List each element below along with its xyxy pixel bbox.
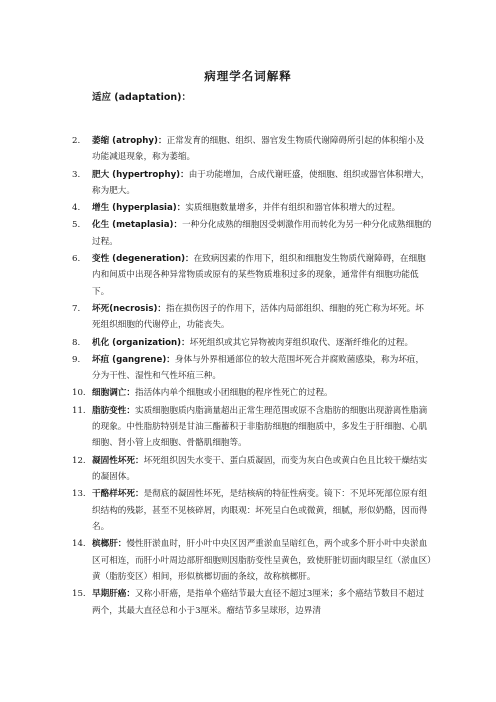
item-body [92, 217, 432, 250]
item-number: 2. [72, 136, 81, 146]
list-item [72, 385, 432, 401]
list-item [72, 200, 432, 216]
item-term: 槟榔肝： [92, 539, 127, 550]
list-item [72, 352, 432, 385]
item-body [92, 453, 432, 486]
item-number: 7. [72, 304, 81, 315]
list-item [72, 453, 432, 486]
item-definition: 一种分化成熟的细胞因受刺激作用而转化为另一种分化成熟细胞的过程。 [92, 220, 432, 247]
item-term: 增生 (hyperplasia)： [92, 203, 186, 214]
item-term: 机化 (organization)： [92, 337, 190, 348]
item-body [92, 301, 432, 334]
item-body [92, 251, 432, 300]
item-number: 9. [72, 354, 81, 365]
item-body [92, 385, 432, 401]
item-term: 早期肝癌： [92, 589, 135, 600]
item-definition: 实质细胞胞质内脂滴量超出正常生理范围或原不含脂肪的细胞出现游离性脂滴的现象。中性脂肪特别是甘油三酯蓄积于非脂肪细胞的细胞质中，多发生于肝细胞、心肌细胞、肾小管上皮细胞、骨骼肌细胞等。 [92, 405, 428, 449]
item-body [92, 486, 432, 535]
list-item [72, 403, 432, 452]
list-item [72, 335, 432, 351]
item-definition: 是彻底的凝固性坏死，是结核病的特征性病变。镜下：不见坏死部位原有组织结构的残影，甚至不见核碎屑，肉眼观：坏死呈白色或微黄，细腻，形似奶酪，因而得名。 [92, 489, 428, 533]
item-definition: 在致病因素的作用下，组织和细胞发生物质代谢障碍，在细胞内和间质中出现各种异常物质或原有的某些物质堆积过多的现象，通常伴有细胞功能低下。 [92, 254, 426, 297]
item-definition: 身体与外界相通部位的较大范围坏死合并腐败菌感染，称为坏疽，分为干性、湿性和气性坏疽三种。 [92, 354, 425, 382]
list-item [72, 486, 432, 535]
item-number: 14. [72, 539, 86, 550]
list-item [72, 536, 432, 585]
intro-term: 适应 (adaptation)： [92, 92, 191, 103]
item-body [92, 352, 432, 385]
item-body [92, 536, 432, 585]
item-definition: 坏死组织或其它异物被肉芽组织取代、逐渐纤维化的过程。 [189, 337, 414, 348]
item-term: 细胞调亡： [92, 388, 135, 399]
item-body [92, 403, 432, 452]
item-number: 5. [72, 220, 81, 231]
item-number: 15. [72, 589, 86, 600]
item-definition: 实质细胞数量增多，并伴有组织和器官体积增大的过程。 [185, 203, 401, 214]
item-body [92, 586, 432, 619]
item-number: 11. [72, 405, 86, 416]
item-term: 肥大 (hypertrophy)： [92, 169, 189, 180]
item-number: 10. [72, 388, 86, 399]
item-term: 凝固性坏死： [92, 455, 144, 466]
intro-heading [92, 89, 191, 103]
item-term: 干酪样坏死： [92, 489, 144, 500]
list-item [72, 586, 432, 619]
item-definition: 指活体内单个细胞或小团细胞的程序性死亡的过程。 [134, 388, 333, 399]
item-term: 坏死(necrosis)： [92, 304, 166, 315]
item-number: 3. [72, 169, 81, 180]
item-definition: 慢性肝淤血时，肝小叶中央区因严重淤血呈暗红色，两个或多个肝小叶中央淤血区可相连，而肝小叶周边部肝细胞则因脂肪变性呈黄色，致使肝脏切面肉眼呈红（淤血区）黄（脂肪变区）相间，形似槟榔切面的条纹，故称槟榔肝。 [92, 539, 432, 583]
item-body [92, 167, 432, 200]
item-definition: 指在损伤因子的作用下，活体内局部组织、细胞的死亡称为坏死。坏死组织细胞的代谢停止，功能丧失。 [92, 304, 424, 331]
item-term: 坏疽 (gangrene)： [92, 354, 175, 365]
item-body [92, 200, 432, 216]
item-term: 脂肪变性： [92, 405, 135, 416]
page-title: 病理学名词解释 [204, 69, 292, 83]
list-item [72, 251, 432, 300]
item-term: 变性 (degeneration)： [92, 254, 194, 265]
item-body [92, 335, 432, 351]
item-term: 化生 (metaplasia)： [92, 220, 183, 231]
item-definition: 坏死组织因失水变干、蛋白质凝固，而变为灰白色或黄白色且比较干燥结实的凝固体。 [92, 455, 428, 483]
item-term: 萎缩 (atrophy)： [92, 136, 167, 146]
list-item [72, 167, 432, 200]
item-number: 4. [72, 203, 81, 214]
item-body [92, 133, 432, 166]
item-definition: 由于功能增加，合成代谢旺盛，使细胞、组织或器官体积增大，称为肥大。 [92, 169, 430, 197]
item-number: 8. [72, 337, 81, 348]
item-number: 6. [72, 254, 81, 265]
item-number: 13. [72, 489, 86, 500]
list-item [72, 217, 432, 250]
list-item [72, 133, 432, 166]
list-item [72, 301, 432, 334]
item-number: 12. [72, 455, 86, 466]
item-definition: 又称小肝癌，是指单个癌结节最大直径不超过3厘米；多个癌结节数目不超过两个，其最大直径总和小于3厘米。瘤结节多呈球形，边界清 [92, 589, 425, 616]
definition-list [72, 133, 432, 620]
item-definition: 正常发育的细胞、组织、器官发生物质代谢障碍所引起的体积缩小及功能减退现象，称为萎缩。 [92, 136, 425, 163]
